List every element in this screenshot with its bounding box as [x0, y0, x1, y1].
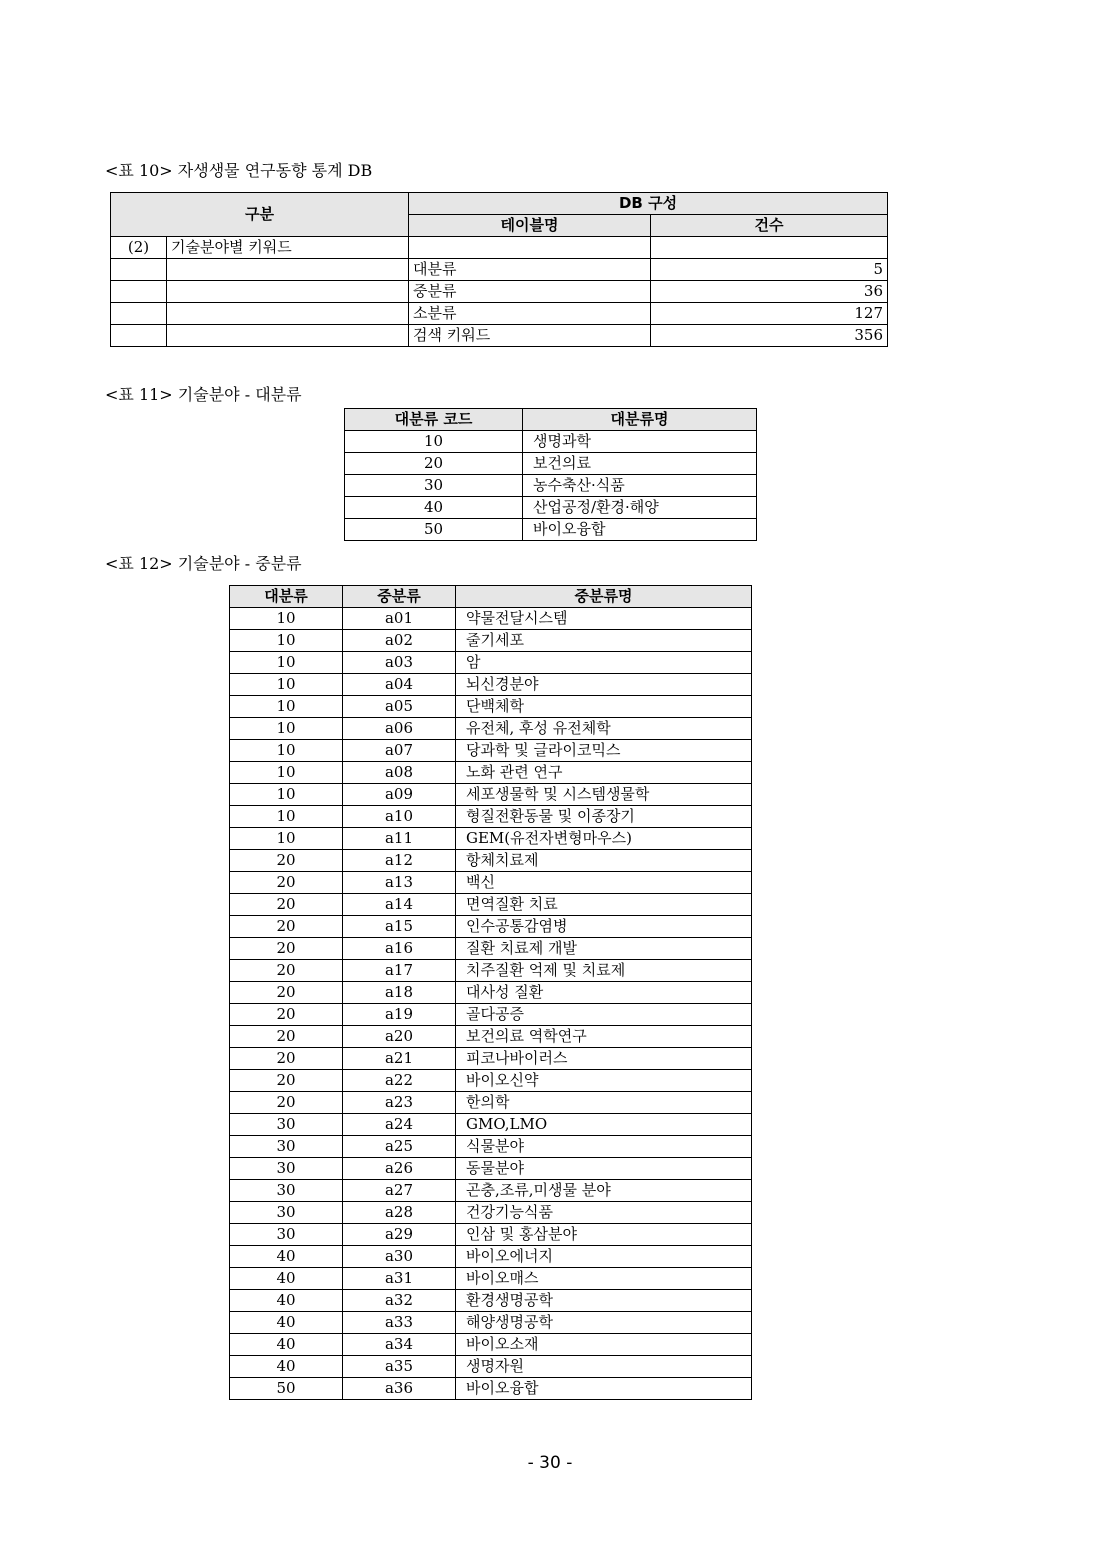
- table12-row: [230, 1312, 752, 1334]
- table12-mid: a24: [343, 1114, 456, 1136]
- table12-mid: a27: [343, 1180, 456, 1202]
- table12-name: 암: [456, 652, 752, 674]
- table12-major: 20: [230, 1070, 343, 1092]
- table12-name: 바이오소재: [456, 1334, 752, 1356]
- table12-mid: a09: [343, 784, 456, 806]
- table12-row: [230, 828, 752, 850]
- table12-row: [230, 696, 752, 718]
- table12-name: 환경생명공학: [456, 1290, 752, 1312]
- table12-major: 30: [230, 1158, 343, 1180]
- table12-name: 생명자원: [456, 1356, 752, 1378]
- table12-mid: a28: [343, 1202, 456, 1224]
- table12-mid: a01: [343, 608, 456, 630]
- table10-section-empty: [651, 237, 888, 259]
- table12-name: 백신: [456, 872, 752, 894]
- table12-mid: a15: [343, 916, 456, 938]
- table12-mid: a05: [343, 696, 456, 718]
- table10-row: [111, 303, 888, 325]
- table12-row: [230, 894, 752, 916]
- table12-mid: a19: [343, 1004, 456, 1026]
- table12-major: 20: [230, 916, 343, 938]
- table12-row: [230, 784, 752, 806]
- table10-empty-cell: [111, 281, 167, 303]
- table12-header-major: 대분류: [230, 586, 343, 608]
- table10-header-db-group: DB 구성: [409, 193, 888, 215]
- table12-row: [230, 1202, 752, 1224]
- table12-mid: a08: [343, 762, 456, 784]
- table12-name: 바이오에너지: [456, 1246, 752, 1268]
- table12-name: GMO,LMO: [456, 1114, 752, 1136]
- table12-name: 면역질환 치료: [456, 894, 752, 916]
- table10-empty-cell: [111, 325, 167, 347]
- table12-mid: a14: [343, 894, 456, 916]
- page-number: - 30 -: [527, 1453, 573, 1473]
- table12-name: 바이오신약: [456, 1070, 752, 1092]
- table12-name: 피코나바이러스: [456, 1048, 752, 1070]
- table12-major: 10: [230, 762, 343, 784]
- table12-mid: a17: [343, 960, 456, 982]
- table10-header-row: [111, 193, 888, 215]
- table12-row: [230, 1158, 752, 1180]
- table12-name: 바이오매스: [456, 1268, 752, 1290]
- table12-major: 30: [230, 1224, 343, 1246]
- table12-name: 골다공증: [456, 1004, 752, 1026]
- table11-header-row: [345, 409, 757, 431]
- table12-row: [230, 630, 752, 652]
- table12-row: [230, 938, 752, 960]
- table11: [344, 408, 757, 541]
- table10-header-table-name: 테이블명: [409, 215, 651, 237]
- table10-row: [111, 259, 888, 281]
- table12-major: 20: [230, 850, 343, 872]
- table12-caption: <표 12> 기술분야 - 중분류: [105, 554, 302, 573]
- table12-row: [230, 1290, 752, 1312]
- table10-table-name: 검색 키워드: [409, 325, 651, 347]
- table12-major: 10: [230, 718, 343, 740]
- table12-name: GEM(유전자변형마우스): [456, 828, 752, 850]
- table12-name: 당과학 및 글라이코믹스: [456, 740, 752, 762]
- table12-mid: a34: [343, 1334, 456, 1356]
- table12-name: 식물분야: [456, 1136, 752, 1158]
- table12-mid: a10: [343, 806, 456, 828]
- table10-table-name: 대분류: [409, 259, 651, 281]
- table12-major: 40: [230, 1334, 343, 1356]
- table10-header-count: 건수: [651, 215, 888, 237]
- table10-count: 356: [651, 325, 888, 347]
- table12-name: 유전체, 후성 유전체학: [456, 718, 752, 740]
- table12-major: 40: [230, 1246, 343, 1268]
- table12-mid: a20: [343, 1026, 456, 1048]
- table12-name: 형질전환동물 및 이종장기: [456, 806, 752, 828]
- table12-name: 질환 치료제 개발: [456, 938, 752, 960]
- table12-name: 동물분야: [456, 1158, 752, 1180]
- table10-section-row: [111, 237, 888, 259]
- table12-row: [230, 872, 752, 894]
- table12-name: 줄기세포: [456, 630, 752, 652]
- table12-mid: a33: [343, 1312, 456, 1334]
- table12-mid: a18: [343, 982, 456, 1004]
- table11-name: 바이오융합: [523, 519, 757, 541]
- table12-major: 20: [230, 938, 343, 960]
- table10-table-name: 소분류: [409, 303, 651, 325]
- table10-empty-cell: [167, 259, 409, 281]
- table12-mid: a12: [343, 850, 456, 872]
- table12-major: 40: [230, 1290, 343, 1312]
- table12-major: 20: [230, 1048, 343, 1070]
- table12-row: [230, 982, 752, 1004]
- table12-name: 세포생물학 및 시스템생물학: [456, 784, 752, 806]
- table12-name: 노화 관련 연구: [456, 762, 752, 784]
- table11-code: 30: [345, 475, 523, 497]
- table12-mid: a22: [343, 1070, 456, 1092]
- table11-header-code: 대분류 코드: [345, 409, 523, 431]
- table12-row: [230, 1004, 752, 1026]
- table10-body: [111, 259, 888, 347]
- table12-major: 10: [230, 608, 343, 630]
- table12-name: 약물전달시스템: [456, 608, 752, 630]
- table11-name: 농수축산·식품: [523, 475, 757, 497]
- table12-row: [230, 1180, 752, 1202]
- table11-caption: <표 11> 기술분야 - 대분류: [105, 385, 302, 404]
- table12-header-mid: 중분류: [343, 586, 456, 608]
- table12-mid: a13: [343, 872, 456, 894]
- table12-major: 10: [230, 806, 343, 828]
- table12-row: [230, 608, 752, 630]
- table12-row: [230, 960, 752, 982]
- table11-body: [345, 431, 757, 541]
- table12-row: [230, 1026, 752, 1048]
- table12-major: 30: [230, 1180, 343, 1202]
- table12-name: 곤충,조류,미생물 분야: [456, 1180, 752, 1202]
- table10-table-name: 중분류: [409, 281, 651, 303]
- table12-mid: a06: [343, 718, 456, 740]
- table12-major: 20: [230, 1004, 343, 1026]
- table10-count: 36: [651, 281, 888, 303]
- table12-mid: a02: [343, 630, 456, 652]
- table12-row: [230, 1378, 752, 1400]
- table12-mid: a36: [343, 1378, 456, 1400]
- table12-mid: a30: [343, 1246, 456, 1268]
- table12-header-row: [230, 586, 752, 608]
- table12-row: [230, 740, 752, 762]
- table12-row: [230, 1268, 752, 1290]
- table12-major: 10: [230, 784, 343, 806]
- table12-mid: a32: [343, 1290, 456, 1312]
- table12-major: 30: [230, 1202, 343, 1224]
- table12-row: [230, 1114, 752, 1136]
- table11-name: 보건의료: [523, 453, 757, 475]
- table12-mid: a26: [343, 1158, 456, 1180]
- table12-major: 20: [230, 1026, 343, 1048]
- table11-row: [345, 431, 757, 453]
- table10-row: [111, 281, 888, 303]
- table12-major: 10: [230, 674, 343, 696]
- table12-mid: a31: [343, 1268, 456, 1290]
- table12-major: 40: [230, 1268, 343, 1290]
- table12-name: 뇌신경분야: [456, 674, 752, 696]
- table12-mid: a04: [343, 674, 456, 696]
- table12-name: 항체치료제: [456, 850, 752, 872]
- table11-name: 생명과학: [523, 431, 757, 453]
- table12-major: 20: [230, 894, 343, 916]
- table12-row: [230, 1224, 752, 1246]
- table10: [110, 192, 888, 347]
- table12-major: 10: [230, 652, 343, 674]
- table12-row: [230, 1334, 752, 1356]
- table12-name: 해양생명공학: [456, 1312, 752, 1334]
- table12: [229, 585, 752, 1400]
- table12-name: 한의학: [456, 1092, 752, 1114]
- table10-section-label: 기술분야별 키워드: [167, 237, 409, 259]
- table12-row: [230, 916, 752, 938]
- table11-code: 20: [345, 453, 523, 475]
- table10-section-num: (2): [111, 237, 167, 259]
- table11-row: [345, 453, 757, 475]
- table10-count: 5: [651, 259, 888, 281]
- table12-name: 보건의료 역학연구: [456, 1026, 752, 1048]
- table12-mid: a35: [343, 1356, 456, 1378]
- table10-empty-cell: [111, 259, 167, 281]
- table12-mid: a29: [343, 1224, 456, 1246]
- table12-major: 20: [230, 960, 343, 982]
- table11-row: [345, 475, 757, 497]
- table12-name: 단백체학: [456, 696, 752, 718]
- table12-name: 바이오융합: [456, 1378, 752, 1400]
- table10-empty-cell: [167, 281, 409, 303]
- table12-name: 건강기능식품: [456, 1202, 752, 1224]
- table11-name: 산업공정/환경·해양: [523, 497, 757, 519]
- table12-row: [230, 674, 752, 696]
- table10-section-empty: [409, 237, 651, 259]
- table10-empty-cell: [111, 303, 167, 325]
- table12-major: 30: [230, 1136, 343, 1158]
- table12-mid: a16: [343, 938, 456, 960]
- table10-header-category: 구분: [111, 193, 409, 237]
- table12-major: 10: [230, 630, 343, 652]
- table11-row: [345, 519, 757, 541]
- table12-row: [230, 1092, 752, 1114]
- table12-row: [230, 1356, 752, 1378]
- table12-major: 10: [230, 696, 343, 718]
- table12-mid: a23: [343, 1092, 456, 1114]
- table12-body: [230, 608, 752, 1400]
- table12-row: [230, 806, 752, 828]
- table10-caption: <표 10> 자생생물 연구동향 통계 DB: [105, 161, 373, 180]
- table12-row: [230, 718, 752, 740]
- table12-mid: a25: [343, 1136, 456, 1158]
- table12-row: [230, 1070, 752, 1092]
- table10-empty-cell: [167, 325, 409, 347]
- table12-row: [230, 1246, 752, 1268]
- table10-count: 127: [651, 303, 888, 325]
- table12-name: 치주질환 억제 및 치료제: [456, 960, 752, 982]
- table11-code: 10: [345, 431, 523, 453]
- table12-mid: a07: [343, 740, 456, 762]
- table12-row: [230, 1048, 752, 1070]
- table11-code: 50: [345, 519, 523, 541]
- table12-name: 인삼 및 홍삼분야: [456, 1224, 752, 1246]
- table10-row: [111, 325, 888, 347]
- table12-row: [230, 652, 752, 674]
- table12-major: 20: [230, 982, 343, 1004]
- table12-major: 20: [230, 872, 343, 894]
- table12-name: 인수공통감염병: [456, 916, 752, 938]
- table12-major: 10: [230, 740, 343, 762]
- table12-row: [230, 762, 752, 784]
- table12-header-name: 중분류명: [456, 586, 752, 608]
- table12-major: 20: [230, 1092, 343, 1114]
- table12-major: 40: [230, 1356, 343, 1378]
- table12-mid: a21: [343, 1048, 456, 1070]
- table12-major: 10: [230, 828, 343, 850]
- table12-row: [230, 1136, 752, 1158]
- table11-row: [345, 497, 757, 519]
- table12-major: 30: [230, 1114, 343, 1136]
- table12-row: [230, 850, 752, 872]
- table12-name: 대사성 질환: [456, 982, 752, 1004]
- table11-code: 40: [345, 497, 523, 519]
- table12-major: 40: [230, 1312, 343, 1334]
- table12-mid: a03: [343, 652, 456, 674]
- table12-mid: a11: [343, 828, 456, 850]
- table11-header-name: 대분류명: [523, 409, 757, 431]
- table10-empty-cell: [167, 303, 409, 325]
- table12-major: 50: [230, 1378, 343, 1400]
